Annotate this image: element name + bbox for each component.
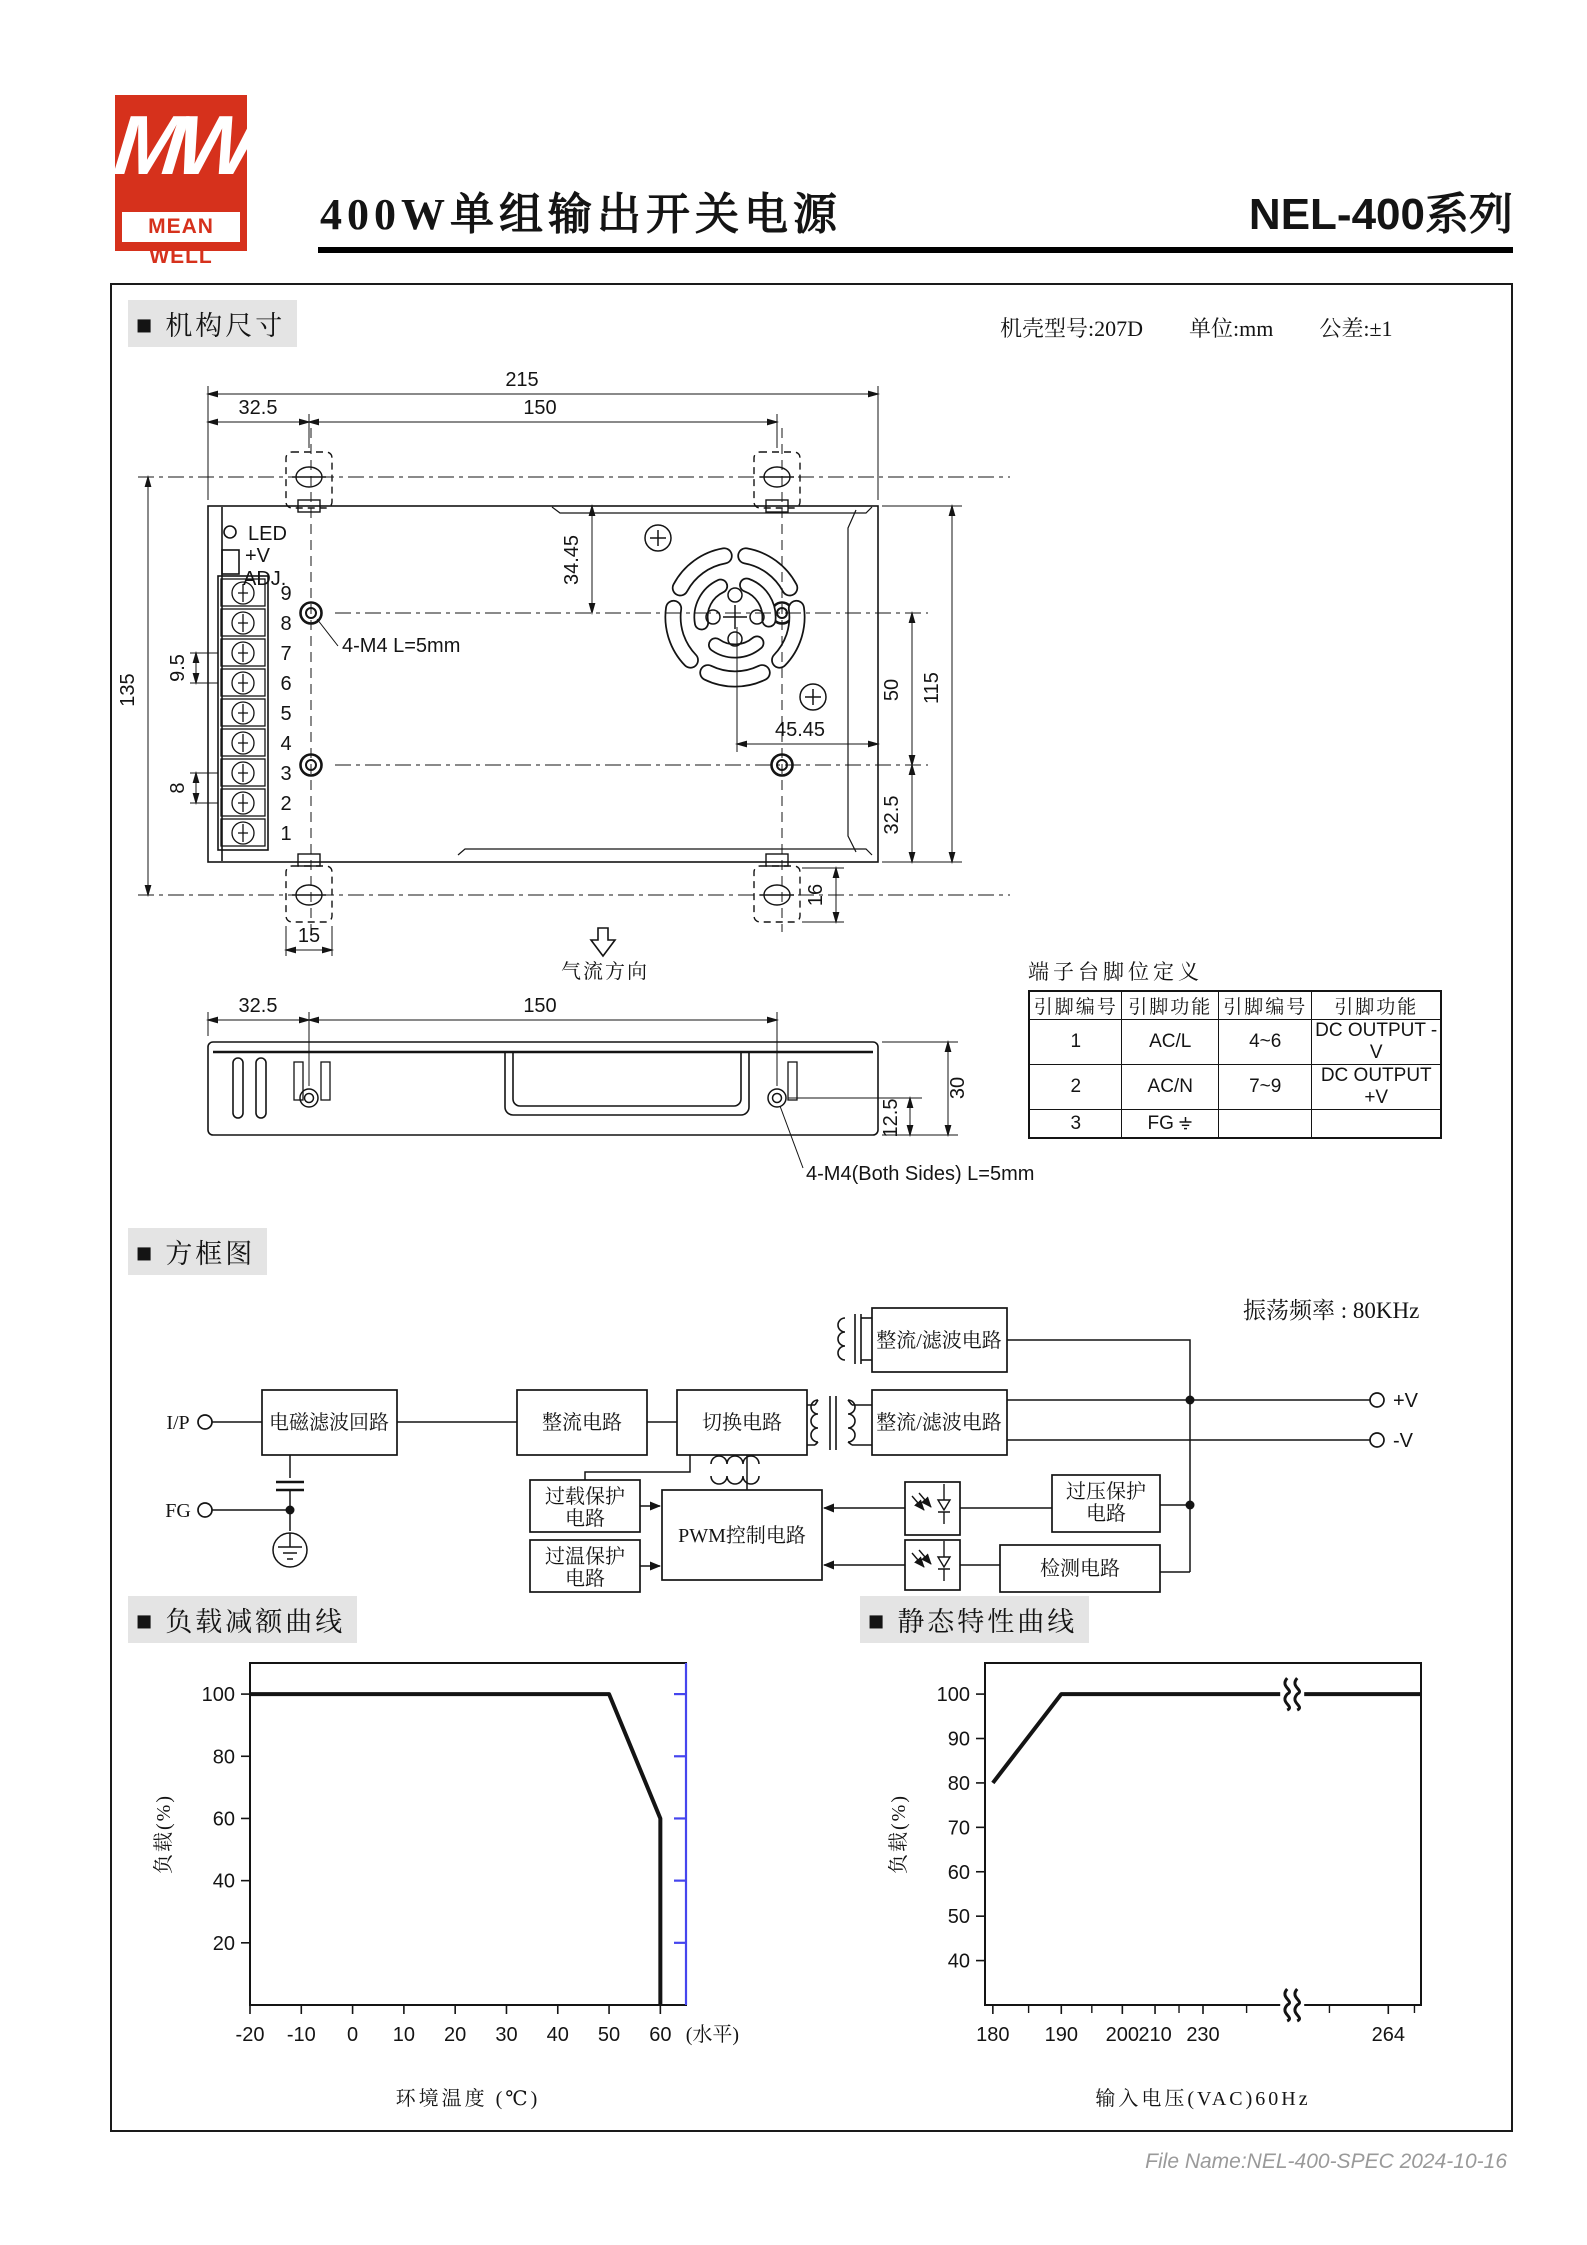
svg-text:9: 9	[280, 583, 292, 605]
recess-inner	[513, 1053, 741, 1106]
svg-text:-10: -10	[286, 2024, 316, 2046]
optocoupler-box	[905, 1540, 960, 1590]
dim-32-5-right: 32.5	[881, 795, 903, 835]
svg-text:1: 1	[280, 823, 292, 845]
curve-load	[250, 1694, 660, 2005]
svg-text:50: 50	[947, 1906, 970, 1929]
ip-label: I/P	[166, 1412, 190, 1434]
earth-ground-icon	[273, 1533, 307, 1567]
dim-32-5-top: 32.5	[238, 397, 278, 419]
dim-150-side: 150	[523, 995, 557, 1017]
overtemp-label: 过温保护	[545, 1546, 625, 1568]
section-block-title: ■ 方框图	[128, 1228, 267, 1275]
block-diagram	[110, 1280, 1513, 1610]
optocoupler-box	[905, 1482, 960, 1535]
svg-text:(水平): (水平)	[685, 2024, 740, 2046]
section-derating-title: ■ 负载减额曲线	[128, 1596, 357, 1643]
x-axis-title: 环境温度 (℃)	[395, 2088, 541, 2110]
derating-chart	[130, 1645, 830, 2115]
dim-8: 8	[167, 782, 189, 794]
series-title	[1249, 178, 1513, 242]
svg-text:264: 264	[1371, 2024, 1405, 2046]
svg-text:100: 100	[936, 1684, 970, 1707]
svg-text:50: 50	[597, 2024, 621, 2046]
transformer-icon	[838, 1314, 872, 1364]
pin-table-section	[1028, 956, 1442, 1139]
dim-32-5-side: 32.5	[238, 995, 278, 1017]
top-view	[117, 369, 1010, 956]
logo-wordmark: MEAN WELL	[122, 212, 240, 242]
section-mechanical-title: ■ 机构尺寸	[128, 300, 297, 347]
dim-135: 135	[117, 673, 139, 707]
series-suffix: 系列	[1425, 190, 1513, 239]
svg-text:210: 210	[1138, 2024, 1172, 2046]
meanwell-logo	[110, 95, 254, 268]
vplus-terminal	[1370, 1393, 1384, 1407]
rectifier-label: 整流电路	[542, 1412, 622, 1434]
dimension-labels	[117, 369, 943, 947]
mech-info-line	[1000, 312, 1470, 343]
svg-text:0: 0	[347, 2024, 359, 2046]
side-screw-icon	[300, 1089, 786, 1107]
table-row: 3 FG	[1029, 1110, 1441, 1139]
pin-col-header: 引脚功能	[1312, 991, 1441, 1020]
svg-text:40: 40	[212, 1870, 235, 1893]
ovp-label-2: 电路	[1086, 1503, 1126, 1525]
pwm-label: PWM控制电路	[678, 1525, 806, 1547]
svg-text:40: 40	[947, 1950, 970, 1973]
vplus-label: +V	[1393, 1390, 1419, 1412]
pin-table-title: 端子台脚位定义	[1028, 960, 1203, 984]
ovp-label: 过压保护	[1066, 1481, 1146, 1503]
bracket-screw-icon	[292, 467, 794, 905]
vent-slot	[256, 1058, 266, 1118]
unit-note: 单位:mm	[1189, 316, 1274, 341]
optocoupler-icon	[912, 1484, 950, 1581]
detection-label: 检测电路	[1040, 1558, 1120, 1580]
dim-12-5: 12.5	[880, 1098, 902, 1138]
vadj-pot-icon	[222, 550, 239, 574]
pin-col-header: 引脚编号	[1029, 991, 1122, 1020]
mounting-brackets	[286, 452, 800, 922]
footer-file-info: File Name:NEL-400-SPEC 2024-10-16	[1145, 2150, 1507, 2173]
static-characteristic-chart	[860, 1645, 1560, 2115]
table-row: 2 AC/N 7~9 DC OUTPUT +V	[1029, 1065, 1441, 1110]
section-marker: ■	[136, 310, 156, 340]
terminal-numbers	[280, 583, 291, 845]
led-label: LED	[248, 523, 287, 545]
m4-side-label: 4-M4(Both Sides) L=5mm	[806, 1163, 1035, 1185]
svg-text:100: 100	[201, 1684, 235, 1707]
svg-text:80: 80	[947, 1772, 970, 1795]
svg-text:20: 20	[212, 1932, 235, 1955]
svg-text:190: 190	[1044, 2024, 1078, 2046]
svg-text:20: 20	[444, 2024, 467, 2046]
dim-30: 30	[947, 1076, 969, 1100]
svg-text:230: 230	[1186, 2024, 1220, 2046]
y-axis-title: 负载(%)	[153, 1794, 175, 1874]
switching-label: 切换电路	[702, 1412, 782, 1434]
svg-text:5: 5	[280, 703, 292, 725]
svg-text:10: 10	[392, 2024, 416, 2046]
svg-text:-20: -20	[235, 2024, 265, 2046]
svg-text:80: 80	[212, 1746, 235, 1769]
dim-16: 16	[805, 883, 827, 907]
led-indicator-icon	[224, 526, 236, 538]
vminus-terminal	[1370, 1433, 1384, 1447]
transformer-icon	[811, 1396, 855, 1450]
rectify-filter-top-label: 整流/滤波电路	[876, 1330, 1002, 1352]
rectify-filter-main-label: 整流/滤波电路	[876, 1412, 1002, 1434]
airflow-arrow	[561, 928, 649, 983]
terminal-cells	[221, 579, 265, 846]
header-rule	[318, 247, 1513, 253]
vadj-label-2: ADJ.	[243, 568, 287, 590]
svg-text:7: 7	[280, 643, 292, 665]
emi-label: 电磁滤波回路	[269, 1412, 389, 1434]
series-number: NEL-400	[1248, 190, 1425, 239]
fg-terminal	[198, 1503, 212, 1517]
ip-terminal	[198, 1415, 212, 1429]
curve-load	[993, 1694, 1421, 1783]
dim-150-top: 150	[523, 397, 557, 419]
page-title: 400W单组输出开关电源	[320, 190, 842, 239]
inductor-icon	[711, 1456, 759, 1484]
svg-text:4: 4	[280, 733, 292, 755]
svg-text:60: 60	[947, 1861, 970, 1884]
oscillation-frequency: 振荡频率 : 80KHz	[1243, 1298, 1420, 1323]
case-type: 机壳型号:207D	[1000, 316, 1144, 341]
block-labels	[165, 1329, 1418, 1590]
y-axis-title: 负载(%)	[888, 1794, 910, 1874]
pin-col-header: 引脚编号	[1218, 991, 1311, 1020]
tolerance-note: 公差:±1	[1319, 316, 1393, 341]
svg-text:8: 8	[280, 613, 292, 635]
svg-text:30: 30	[495, 2024, 518, 2046]
vent-slot	[233, 1058, 243, 1118]
m4-top-label: 4-M4 L=5mm	[342, 635, 461, 657]
x-axis-title: 输入电压(VAC)60Hz	[1095, 2088, 1311, 2110]
section-static-title: ■ 静态特性曲线	[860, 1596, 1089, 1643]
dim-215: 215	[505, 369, 539, 391]
overload-label-2: 电路	[565, 1508, 605, 1530]
svg-text:180: 180	[976, 2024, 1010, 2046]
overload-label: 过载保护	[545, 1486, 625, 1508]
earth-ground-icon	[1178, 1116, 1193, 1131]
dim-115: 115	[921, 672, 943, 704]
pin-table	[1028, 990, 1442, 1139]
dim-50: 50	[881, 678, 903, 702]
dim-45-45: 45.45	[774, 719, 826, 741]
chassis-outline	[208, 506, 878, 862]
dimension-lines	[148, 386, 962, 956]
svg-text:60: 60	[649, 2024, 672, 2046]
fg-label: FG	[165, 1500, 191, 1522]
svg-text:2: 2	[280, 793, 292, 815]
svg-text:40: 40	[546, 2024, 569, 2046]
svg-text:60: 60	[212, 1808, 235, 1831]
dim-34-45: 34.45	[561, 534, 583, 586]
pin-col-header: 引脚功能	[1122, 991, 1218, 1020]
logo-mw-glyph: MW	[110, 98, 254, 192]
svg-text:90: 90	[947, 1728, 970, 1751]
side-view	[208, 995, 1034, 1185]
dim-9-5: 9.5	[167, 654, 189, 682]
dim-15: 15	[297, 925, 321, 947]
m4-screw-icon	[301, 603, 793, 776]
svg-text:3: 3	[280, 763, 292, 785]
svg-text:70: 70	[947, 1817, 970, 1840]
table-row: 1 AC/L 4~6 DC OUTPUT -V	[1029, 1020, 1441, 1065]
svg-text:6: 6	[280, 673, 292, 695]
overtemp-label-2: 电路	[565, 1568, 605, 1590]
side-dimension-labels	[239, 995, 1035, 1185]
vminus-label: -V	[1393, 1430, 1413, 1452]
svg-text:200: 200	[1105, 2024, 1140, 2046]
airflow-label: 气流方向	[561, 961, 649, 983]
vadj-label-1: +V	[245, 545, 271, 567]
